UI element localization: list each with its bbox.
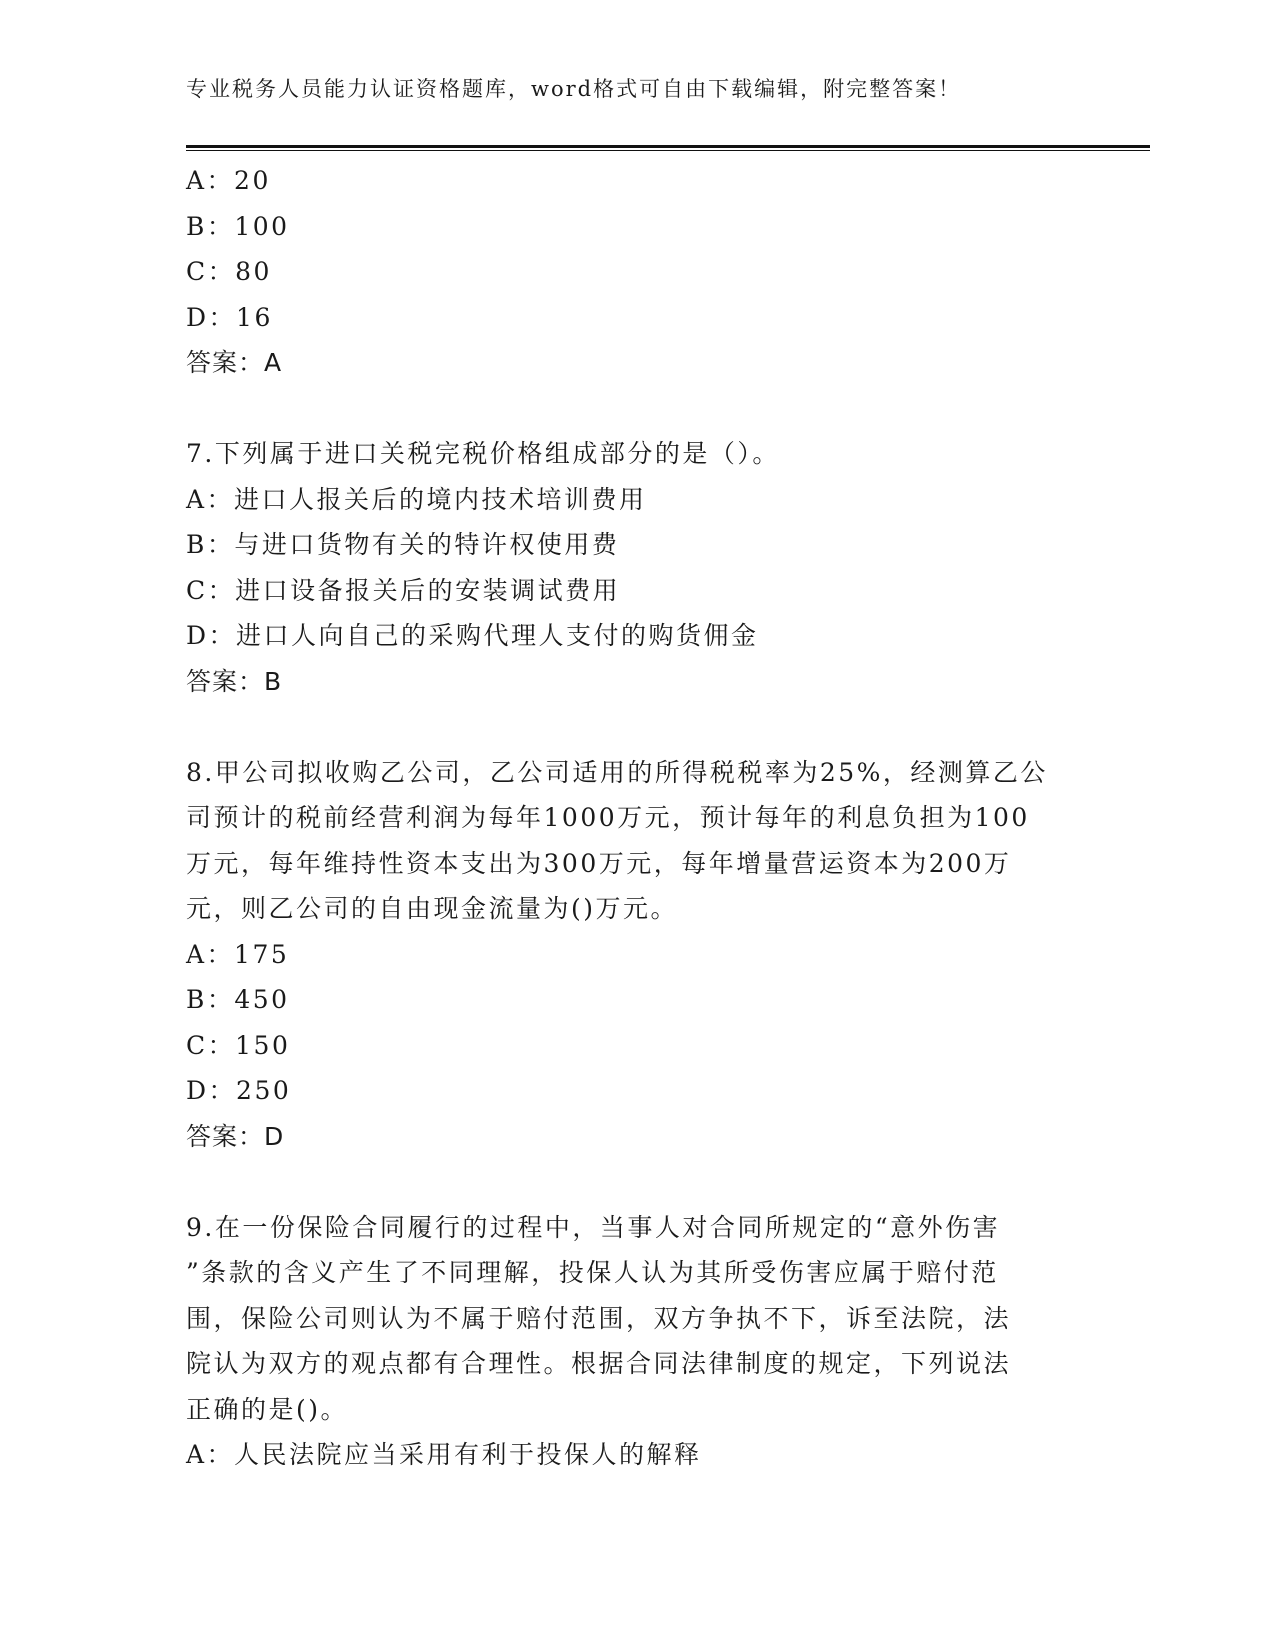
header-rule xyxy=(186,145,1150,148)
answer-line: 答案：A xyxy=(186,348,283,377)
option-b: B：与进口货物有关的特许权使用费 xyxy=(186,530,620,559)
question-stem-line: 院认为双方的观点都有合理性。根据合同法律制度的规定，下列说法 xyxy=(186,1349,1012,1378)
option-a: A：进口人报关后的境内技术培训费用 xyxy=(186,484,647,514)
option-d: D：进口人向自己的采购代理人支付的购货佣金 xyxy=(186,621,759,650)
question-stem-line: 司预计的税前经营利润为每年1000万元，预计每年的利息负担为100 xyxy=(186,803,1030,832)
option-b: B：450 xyxy=(186,985,290,1014)
question-stem-line: ”条款的含义产生了不同理解，投保人认为其所受伤害应属于赔付范 xyxy=(186,1258,999,1287)
header-rule-thin xyxy=(186,150,1150,151)
question-9-block xyxy=(186,1205,1086,1478)
question-stem: 7.下列属于进口关税完税价格组成部分的是（）。 xyxy=(186,439,780,468)
document-header: 专业税务人员能力认证资格题库，word格式可自由下载编辑，附完整答案！ xyxy=(186,77,962,101)
option-a: A：人民法院应当采用有利于投保人的解释 xyxy=(186,1440,702,1469)
option-c: C：进口设备报关后的安装调试费用 xyxy=(186,575,621,605)
question-stem-line: 正确的是()。 xyxy=(186,1394,349,1424)
question-8-block xyxy=(186,750,1086,1160)
option-b: B：100 xyxy=(186,211,290,241)
option-d: D：16 xyxy=(186,302,273,332)
option-c: C：80 xyxy=(186,257,272,286)
question-stem-line: 8.甲公司拟收购乙公司，乙公司适用的所得税税率为25%，经测算乙公 xyxy=(186,757,1048,787)
answer-line: 答案：B xyxy=(186,666,283,696)
question-stem-line: 万元，每年维持性资本支出为300万元，每年增量营运资本为200万 xyxy=(186,848,1012,878)
question-stem-line: 9.在一份保险合同履行的过程中，当事人对合同所规定的“意外伤害 xyxy=(186,1212,1001,1242)
question-stem-line: 元，则乙公司的自由现金流量为()万元。 xyxy=(186,894,679,923)
question-7-block xyxy=(186,431,1086,704)
option-a: A：175 xyxy=(186,939,290,969)
answer-line: 答案：D xyxy=(186,1121,285,1151)
document-body xyxy=(186,158,1086,1478)
question-6-block xyxy=(186,158,1086,386)
option-c: C：150 xyxy=(186,1030,291,1060)
option-d: D：250 xyxy=(186,1076,292,1105)
question-stem-line: 围，保险公司则认为不属于赔付范围，双方争执不下，诉至法院，法 xyxy=(186,1303,1012,1333)
option-a: A：20 xyxy=(186,166,271,195)
